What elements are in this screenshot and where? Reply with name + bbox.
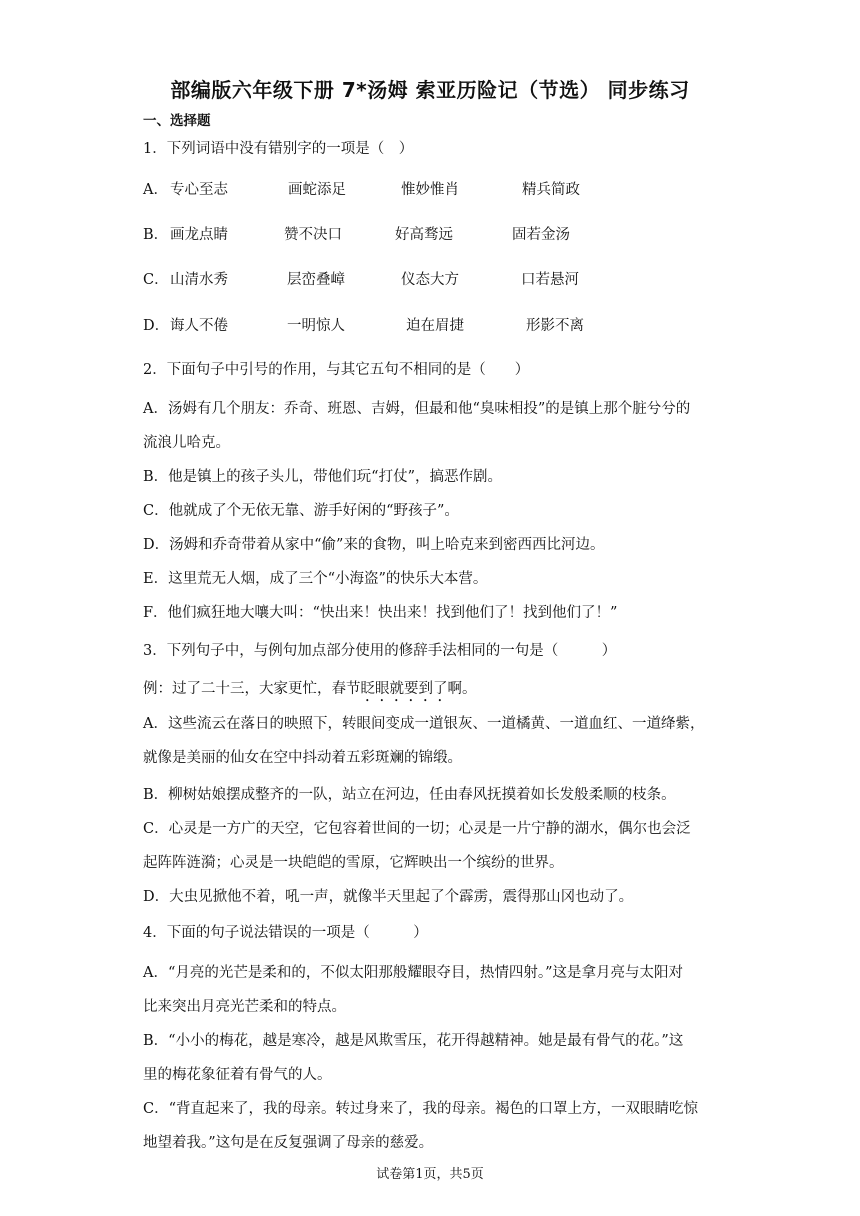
question-2-line: 流浪儿哈克。 — [143, 435, 230, 451]
page-title: 部编版六年级下册 7*汤姆 索亚历险记（节选） 同步练习 — [170, 78, 690, 102]
option-word: 诲人不倦 — [170, 318, 228, 334]
question-2-line: C．他就成了个无依无靠、游手好闲的“野孩子”。 — [143, 503, 459, 519]
question-3-line: 就像是美丽的仙女在空中抖动着五彩斑斓的锦缎。 — [143, 750, 462, 766]
option-word: 一明惊人 — [287, 318, 345, 334]
question-2-stem: 2．下面句子中引号的作用，与其它五句不相同的是（ ） — [143, 362, 530, 378]
question-3-example — [143, 680, 477, 705]
question-3-line: A．这些流云在落日的映照下，转眼间变成一道银灰、一道橘黄、一道血红、一道绛紫， — [143, 716, 705, 732]
option-word: 口若悬河 — [521, 272, 579, 288]
question-2-line: F．他们疯狂地大嚷大叫：“快出来！快出来！找到他们了！找到他们了！” — [143, 605, 618, 621]
question-3-line: 起阵阵涟漪；心灵是一块皑皑的雪原，它辉映出一个缤纷的世界。 — [143, 855, 564, 871]
page-footer: 试卷第1页，共5页 — [376, 1167, 484, 1182]
option-label: B． — [143, 227, 169, 243]
question-3-line: C．心灵是一方广的天空，它包容着世间的一切；心灵是一片宁静的湖水，偶尔也会泛 — [143, 821, 691, 837]
question-4-line: 里的梅花象征着有骨气的人。 — [143, 1067, 332, 1083]
option-word: 惟妙惟肖 — [401, 182, 459, 198]
option-label: C． — [143, 272, 169, 288]
option-label: A． — [143, 182, 168, 198]
option-word: 仪态大方 — [401, 272, 459, 288]
question-2-line: B．他是镇上的孩子头儿，带他们玩“打仗”，搞恶作剧。 — [143, 469, 502, 485]
question-4-stem: 4．下面的句子说法错误的一项是（ ） — [143, 925, 428, 941]
option-word: 画蛇添足 — [288, 182, 346, 198]
question-4-line: 比来突出月亮光芒柔和的特点。 — [143, 999, 346, 1015]
option-word: 画龙点睛 — [170, 227, 228, 243]
option-word: 形影不离 — [526, 318, 584, 334]
option-word: 固若金汤 — [512, 227, 570, 243]
option-label: D． — [143, 318, 170, 334]
option-word: 层峦叠嶂 — [287, 272, 345, 288]
question-4-line: 地望着我。”这句是在反复强调了母亲的慈爱。 — [143, 1135, 434, 1151]
option-word: 专心至志 — [170, 182, 228, 198]
question-1-stem: 1．下列词语中没有错别字的一项是（ ） — [143, 141, 414, 157]
example-text: 例：过了二十三，大家更忙，春节 — [143, 681, 361, 697]
question-2-line: D．汤姆和乔奇带着从家中“偷”来的食物，叫上哈克来到密西西比河边。 — [143, 537, 605, 553]
question-4-line: A．“月亮的光芒是柔和的，不似太阳那般耀眼夺目，热情四射。”这是拿月亮与太阳对 — [143, 965, 684, 981]
question-4-line: B．“小小的梅花，越是寒冷，越是风欺雪压，花开得越精神。她是最有骨气的花。”这 — [143, 1033, 684, 1049]
option-word: 山清水秀 — [170, 272, 228, 288]
question-3-stem: 3．下列句子中，与例句加点部分使用的修辞手法相同的一句是（ ） — [143, 643, 617, 659]
option-word: 精兵简政 — [522, 182, 580, 198]
question-2-line: A．汤姆有几个朋友：乔奇、班恩、吉姆，但最和他“臭味相投”的是镇上那个脏兮兮的 — [143, 401, 691, 417]
question-4-line: C．“背直起来了，我的母亲。转过身来了，我的母亲。褐色的口罩上方，一双眼睛吃惊 — [143, 1101, 699, 1117]
option-word: 好高骛远 — [395, 227, 453, 243]
option-word: 迫在眉捷 — [406, 318, 464, 334]
question-3-line: B．柳树姑娘摆成整齐的一队，站立在河边，任由春风抚摸着如长发般柔顺的枝条。 — [143, 787, 676, 803]
section-heading: 一、选择题 — [143, 113, 211, 129]
option-word: 赞不决口 — [284, 227, 342, 243]
question-3-line: D．大虫见掀他不着，吼一声，就像半天里起了个霹雳，震得那山冈也动了。 — [143, 889, 634, 905]
example-dotted-text: 眨眼就要到了 — [360, 681, 448, 697]
question-2-line: E．这里荒无人烟，成了三个“小海盗”的快乐大本营。 — [143, 571, 488, 587]
example-text: 啊。 — [447, 681, 477, 697]
